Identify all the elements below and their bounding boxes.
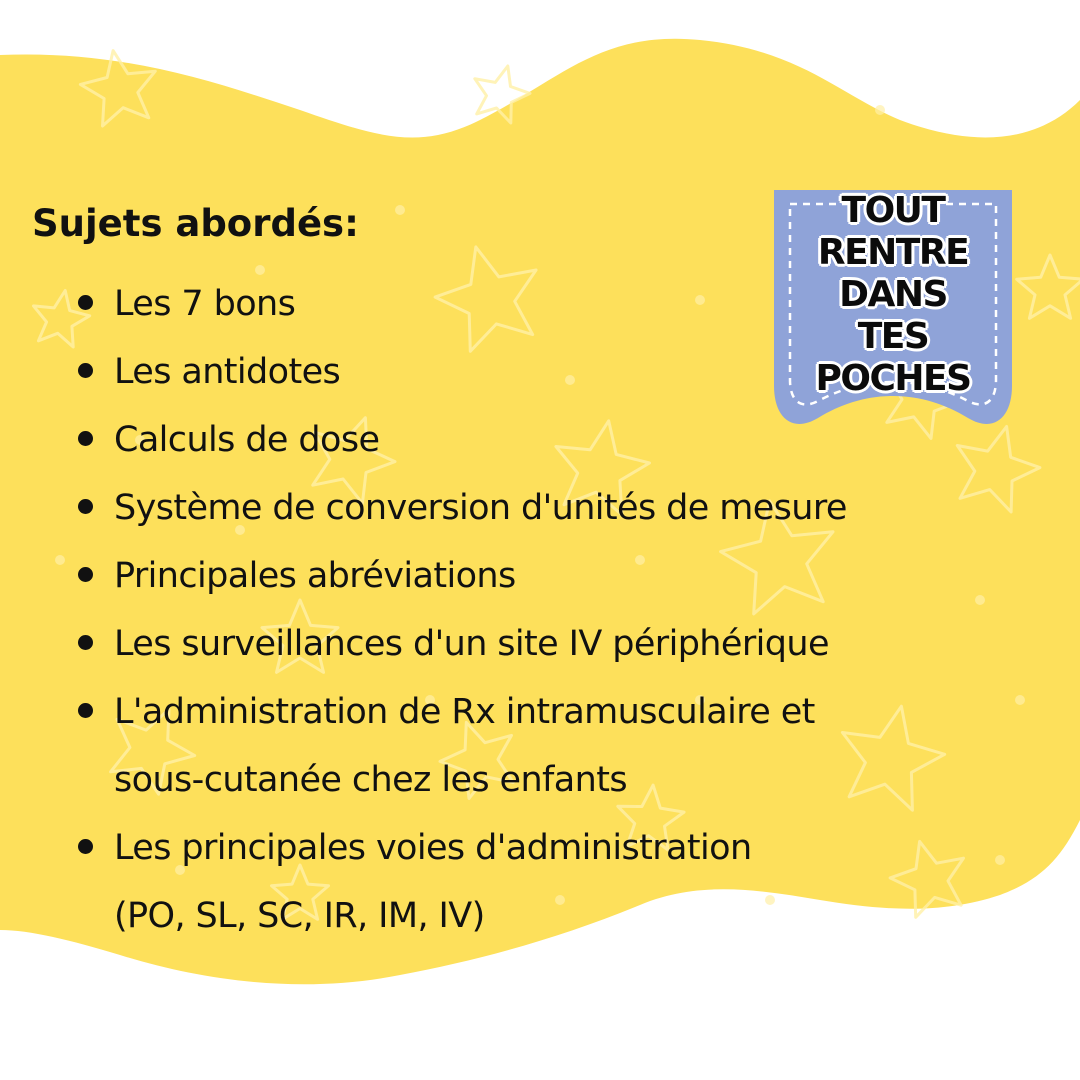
pocket-logo-line: POCHES: [815, 358, 971, 399]
dot-decoration: [395, 205, 405, 215]
topic-line: Les 7 bons: [114, 284, 296, 324]
bullet-icon: [78, 635, 93, 650]
bullet-icon: [78, 567, 93, 582]
bullet-icon: [78, 431, 93, 446]
pocket-logo-line: TES: [857, 316, 929, 357]
topic-line: Les antidotes: [114, 352, 341, 392]
bullet-icon: [78, 839, 93, 854]
topic-line: Principales abréviations: [114, 556, 516, 596]
topic-item: [78, 474, 1038, 542]
dot-decoration: [55, 555, 65, 565]
bullet-icon: [78, 363, 93, 378]
pocket-logo-line: DANS: [839, 274, 947, 315]
topic-item: [78, 610, 1038, 678]
topic-item: [78, 814, 1038, 950]
topic-item: [78, 678, 1038, 814]
topic-line: Calculs de dose: [114, 420, 380, 460]
pocket-logo-text: [770, 190, 1016, 400]
pocket-logo-line: RENTRE: [817, 232, 969, 273]
topic-line: L'administration de Rx intramusculaire et: [114, 692, 815, 732]
topic-item: [78, 542, 1038, 610]
topic-line: Les surveillances d'un site IV périphérique: [114, 624, 829, 664]
topic-line: (PO, SL, SC, IR, IM, IV): [114, 896, 485, 936]
topic-line: Les principales voies d'administration: [114, 828, 752, 868]
topics-heading: Sujets abordés:: [32, 202, 359, 245]
topic-line: sous-cutanée chez les enfants: [114, 760, 627, 800]
bullet-icon: [78, 703, 93, 718]
pocket-logo-line: TOUT: [841, 190, 945, 231]
topic-line: Système de conversion d'unités de mesure: [114, 488, 847, 528]
dot-decoration: [875, 105, 885, 115]
bullet-icon: [78, 499, 93, 514]
bullet-icon: [78, 295, 93, 310]
